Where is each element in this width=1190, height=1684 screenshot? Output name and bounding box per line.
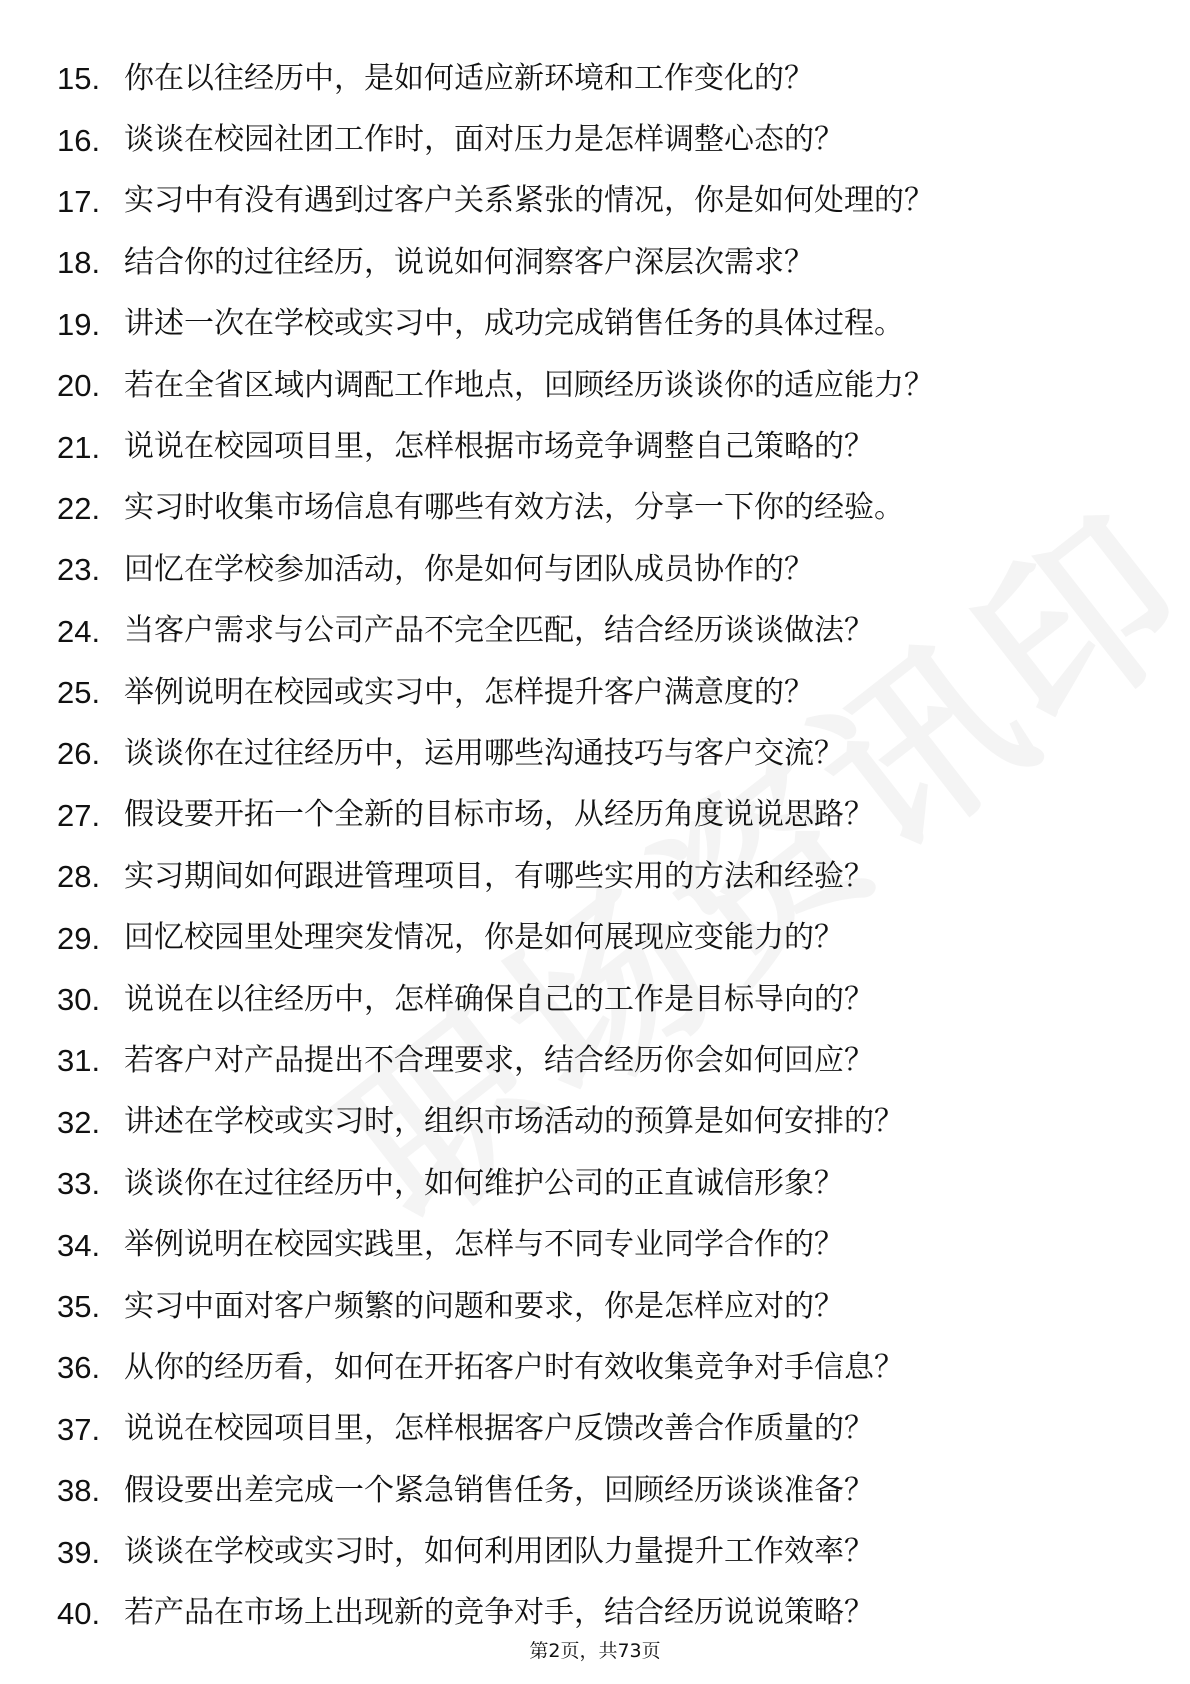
question-number: 39. xyxy=(57,1534,101,1570)
list-item xyxy=(0,662,1190,723)
question-number: 34. xyxy=(57,1227,101,1263)
list-item xyxy=(0,355,1190,416)
question-number: 18. xyxy=(57,245,101,281)
list-item xyxy=(0,1583,1190,1644)
question-number: 27. xyxy=(57,797,101,833)
question-text: 假设要开拓一个全新的目标市场，从经历角度说说思路？ xyxy=(124,797,874,833)
question-number: 21. xyxy=(57,429,101,465)
question-number: 37. xyxy=(57,1411,101,1447)
question-number: 22. xyxy=(57,490,101,526)
question-text: 谈谈你在过往经历中，如何维护公司的正直诚信形象？ xyxy=(124,1165,844,1201)
question-text: 实习中面对客户频繁的问题和要求，你是怎样应对的？ xyxy=(124,1288,844,1324)
question-text: 结合你的过往经历，说说如何洞察客户深层次需求？ xyxy=(124,244,814,280)
question-number: 16. xyxy=(57,122,101,158)
list-item xyxy=(0,785,1190,846)
list-item xyxy=(0,1030,1190,1091)
question-text: 回忆在学校参加活动，你是如何与团队成员协作的？ xyxy=(124,551,814,587)
question-number: 35. xyxy=(57,1289,101,1324)
question-text: 假设要出差完成一个紧急销售任务，回顾经历谈谈准备？ xyxy=(124,1472,874,1508)
list-item xyxy=(0,846,1190,907)
question-number: 30. xyxy=(57,982,101,1018)
question-number: 20. xyxy=(57,368,101,404)
list-item xyxy=(0,478,1190,539)
list-item xyxy=(0,969,1190,1030)
question-number: 38. xyxy=(57,1473,101,1509)
question-number: 32. xyxy=(57,1104,101,1140)
question-text: 你在以往经历中，是如何适应新环境和工作变化的？ xyxy=(124,60,814,96)
list-item xyxy=(0,539,1190,600)
question-text: 当客户需求与公司产品不完全匹配，结合经历谈谈做法？ xyxy=(124,613,874,649)
list-item xyxy=(0,907,1190,968)
list-item xyxy=(0,1276,1190,1337)
question-text: 说说在以往经历中，怎样确保自己的工作是目标导向的？ xyxy=(124,981,874,1017)
list-item xyxy=(0,109,1190,170)
list-item xyxy=(0,1153,1190,1214)
question-text: 举例说明在校园实践里，怎样与不同专业同学合作的？ xyxy=(124,1227,844,1263)
list-item xyxy=(0,1092,1190,1153)
page-number-label: 第2页，共73页 xyxy=(529,1640,661,1662)
list-item xyxy=(0,1214,1190,1275)
question-text: 若客户对产品提出不合理要求，结合经历你会如何回应？ xyxy=(124,1042,874,1078)
page-footer xyxy=(0,1636,1190,1663)
list-item xyxy=(0,416,1190,477)
list-item xyxy=(0,232,1190,293)
question-number: 28. xyxy=(57,859,101,895)
question-number: 36. xyxy=(57,1350,101,1386)
question-number: 24. xyxy=(57,613,101,649)
question-text: 实习中有没有遇到过客户关系紧张的情况，你是如何处理的？ xyxy=(124,183,934,219)
list-item xyxy=(0,171,1190,232)
list-item xyxy=(0,601,1190,662)
question-text: 谈谈在校园社团工作时，面对压力是怎样调整心态的？ xyxy=(124,122,844,158)
question-text: 若在全省区域内调配工作地点，回顾经历谈谈你的适应能力？ xyxy=(124,367,934,403)
question-number: 23. xyxy=(57,552,101,588)
question-number: 33. xyxy=(57,1166,101,1202)
question-text: 说说在校园项目里，怎样根据市场竞争调整自己策略的？ xyxy=(124,429,874,465)
question-number: 15. xyxy=(57,61,101,97)
question-list xyxy=(0,48,1190,1644)
question-text: 实习时收集市场信息有哪些有效方法，分享一下你的经验。 xyxy=(124,490,904,526)
question-number: 25. xyxy=(57,675,101,711)
list-item xyxy=(0,48,1190,109)
question-text: 若产品在市场上出现新的竞争对手，结合经历说说策略？ xyxy=(124,1595,874,1631)
question-text: 讲述在学校或实习时，组织市场活动的预算是如何安排的？ xyxy=(124,1104,904,1140)
question-text: 说说在校园项目里，怎样根据客户反馈改善合作质量的？ xyxy=(124,1411,874,1447)
list-item xyxy=(0,723,1190,784)
question-text: 举例说明在校园或实习中，怎样提升客户满意度的？ xyxy=(124,674,814,710)
question-text: 实习期间如何跟进管理项目，有哪些实用的方法和经验？ xyxy=(124,858,874,894)
question-text: 回忆校园里处理突发情况，你是如何展现应变能力的？ xyxy=(124,920,844,956)
list-item xyxy=(0,1337,1190,1398)
list-item xyxy=(0,1521,1190,1582)
question-number: 17. xyxy=(57,183,101,219)
question-number: 26. xyxy=(57,736,101,772)
list-item xyxy=(0,1399,1190,1460)
list-item xyxy=(0,294,1190,355)
question-number: 31. xyxy=(57,1043,101,1079)
list-item xyxy=(0,1460,1190,1521)
question-text: 从你的经历看，如何在开拓客户时有效收集竞争对手信息？ xyxy=(124,1349,904,1385)
question-number: 29. xyxy=(57,920,101,956)
question-number: 40. xyxy=(57,1595,101,1631)
question-text: 讲述一次在学校或实习中，成功完成销售任务的具体过程。 xyxy=(124,306,904,342)
question-number: 19. xyxy=(57,306,101,342)
question-text: 谈谈在学校或实习时，如何利用团队力量提升工作效率？ xyxy=(124,1534,874,1570)
question-text: 谈谈你在过往经历中，运用哪些沟通技巧与客户交流？ xyxy=(124,735,844,771)
